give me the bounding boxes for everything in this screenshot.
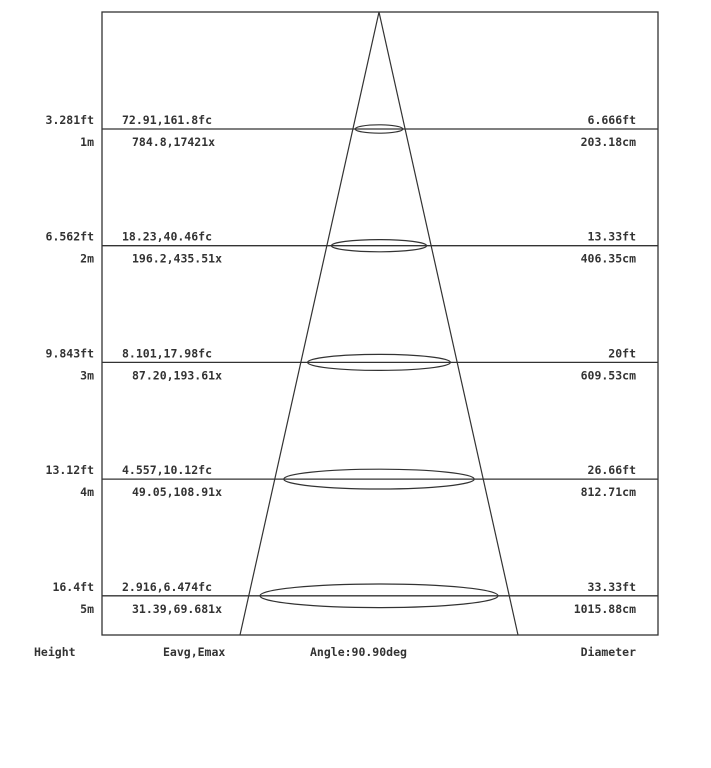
diameter-cm-label: 203.18cm [580,135,636,149]
footer-illuminance-label: Eavg,Emax [163,645,226,659]
diagram-frame [102,12,658,635]
illuminance-lx-label: 784.8,17421x [132,135,216,149]
illuminance-fc-label: 18.23,40.46fc [122,229,213,244]
illuminance-lx-label: 49.05,108.91x [132,485,223,500]
illuminance-fc-label: 8.101,17.98fc [122,346,213,361]
diameter-cm-label: 609.53cm [580,368,636,383]
height-m-label: 5m [80,601,94,616]
height-ft-label: 16.4ft [52,579,94,594]
height-ft-label: 6.562ft [45,229,94,244]
angle-label: Angle:90.90deg [310,645,407,659]
height-m-label: 2m [80,251,94,266]
illuminance-fc-label: 2.916,6.474fc [122,579,213,594]
height-ft-label: 3.281ft [45,113,94,127]
diameter-ft-label: 33.33ft [587,579,636,594]
height-ft-label: 13.12ft [45,463,94,478]
illuminance-lx-label: 196.2,435.51x [132,251,223,266]
diameter-cm-label: 1015.88cm [573,601,636,616]
footer-height-label: Height [34,645,76,659]
diameter-ft-label: 20ft [608,346,636,361]
illuminance-fc-label: 4.557,10.12fc [122,463,213,478]
height-m-label: 3m [80,368,94,383]
illuminance-lx-label: 87.20,193.61x [132,368,223,383]
height-ft-label: 9.843ft [45,346,94,361]
diameter-cm-label: 812.71cm [580,485,636,500]
height-m-label: 1m [80,135,94,149]
height-m-label: 4m [80,485,94,500]
beam-edge-right [379,12,518,635]
diameter-ft-label: 6.666ft [587,113,636,127]
illuminance-fc-label: 72.91,161.8fc [122,113,213,127]
beam-edge-left [240,12,379,635]
diameter-ft-label: 26.66ft [587,463,636,478]
illuminance-lx-label: 31.39,69.681x [132,601,223,616]
footer-diameter-label: Diameter [580,645,636,659]
diameter-cm-label: 406.35cm [580,251,636,266]
height-levels [46,113,658,616]
diameter-ft-label: 13.33ft [587,229,636,244]
